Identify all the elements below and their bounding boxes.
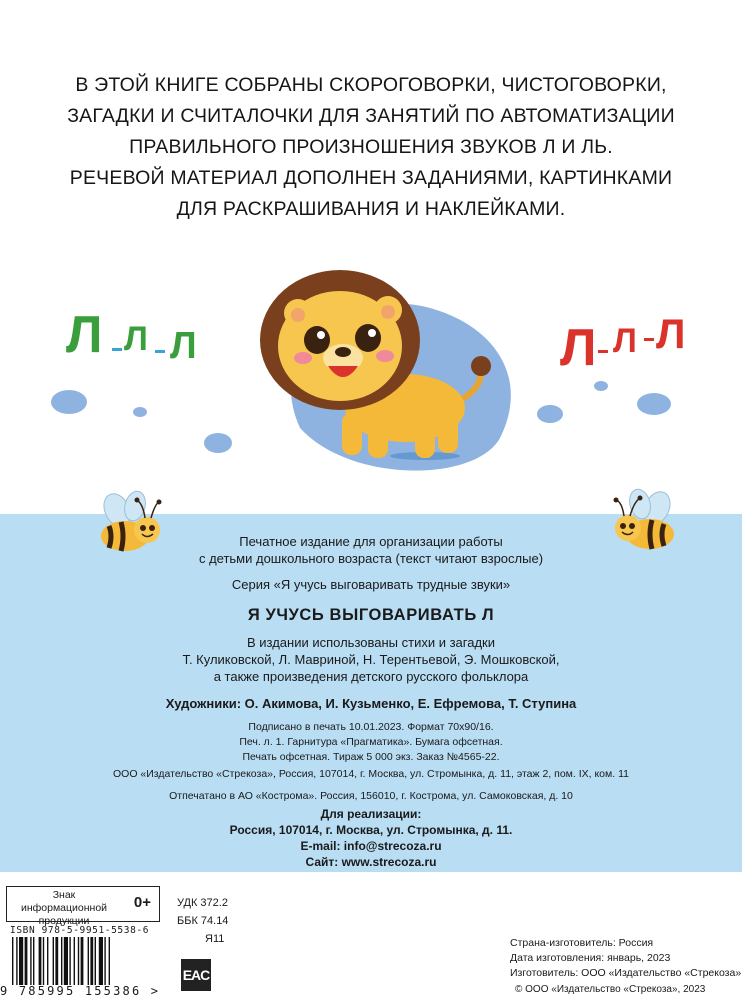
barcode-number: 9 785995 155386 > <box>0 984 161 998</box>
sales-line: E-mail: info@strecoza.ru <box>300 839 442 853</box>
artists-text: Художники: О. Акимова, И. Кузьменко, Е. Ефремова, Т. Ступина <box>165 696 577 711</box>
udk-codes <box>177 896 228 947</box>
eac-mark: EAC <box>181 959 211 991</box>
copyright: © ООО «Издательство «Стрекоза», 2023 <box>515 984 706 995</box>
barcode-bar <box>47 937 48 985</box>
udk-line: Я11 <box>205 933 225 945</box>
info-product-label: Знак информационной продукции <box>20 889 108 927</box>
sales-line: Россия, 107014, г. Москва, ул. Стромынка, д. 11. <box>229 823 513 837</box>
barcode-bar <box>53 937 54 985</box>
intro-line: РЕЧЕВОЙ МАТЕРИАЛ ДОПОЛНЕН ЗАДАНИЯМИ, КАРТИНКАМИ <box>69 167 673 189</box>
letter-l-mid: Л <box>124 320 148 358</box>
isbn: ISBN 978-5-9951-5538-6 <box>10 925 150 936</box>
letter-l-big: Л <box>66 306 103 364</box>
letter-l-mid: Л <box>613 322 637 360</box>
publisher-address: ООО «Издательство «Стрекоза», Россия, 107014, г. Москва, ул. Стромынка, д. 11, этаж 2, пом. IX, ком. 11 <box>113 768 629 780</box>
barcode-bar <box>78 937 79 985</box>
barcode-bar <box>95 937 96 985</box>
udk-line: ББК 74.14 <box>177 915 229 927</box>
barcode <box>8 937 158 985</box>
barcode-bar <box>69 937 70 985</box>
barcode-bar <box>99 937 103 985</box>
barcode-bar <box>61 937 62 985</box>
lion-illustration <box>240 268 540 498</box>
barcode-bar <box>104 937 105 985</box>
sales-line: Для реализации: <box>320 807 422 821</box>
intro-line: ЗАГАДКИ И СЧИТАЛОЧКИ ДЛЯ ЗАНЯТИЙ ПО АВТОМАТИЗАЦИИ <box>67 105 675 127</box>
print-line: Печать офсетная. Тираж 5 000 экз. Заказ №4565-22. <box>242 751 500 763</box>
barcode-bar <box>16 937 17 985</box>
barcode-bar <box>90 937 93 985</box>
maker-line: Дата изготовления: январь, 2023 <box>510 952 671 964</box>
intro-line: ДЛЯ РАСКРАШИВАНИЯ И НАКЛЕЙКАМИ. <box>176 198 566 220</box>
authors-line: а также произведения детского русского фольклора <box>213 669 529 684</box>
authors-line: В издании использованы стихи и загадки <box>247 635 495 650</box>
barcode-bar <box>74 937 75 985</box>
maker-line: Изготовитель: ООО «Издательство «Стрекоза» <box>510 967 742 979</box>
authors-text <box>0 634 742 685</box>
purpose-line: Печатное издание для организации работы <box>239 534 503 549</box>
barcode-bar <box>25 937 28 985</box>
maker-line: Страна-изготовитель: Россия <box>510 937 654 949</box>
barcode-bar <box>64 937 68 985</box>
purpose-text <box>0 533 742 567</box>
intro-line: В ЭТОЙ КНИГЕ СОБРАНЫ СКОРОГОВОРКИ, ЧИСТОГОВОРКИ, <box>75 74 667 96</box>
letter-l-end: Л <box>170 325 197 367</box>
barcode-bar <box>88 937 89 985</box>
letter-l-end: Л <box>656 310 686 357</box>
authors-line: Т. Куликовской, Л. Мавриной, Н. Терентьевой, Э. Мошковской, <box>182 652 560 667</box>
manufacturer-info <box>510 936 741 981</box>
print-info <box>0 720 742 765</box>
age-rating: 0+ <box>133 894 151 911</box>
printed-by: Отпечатано в АО «Кострома». Россия, 156010, г. Кострома, ул. Самоковская, д. 10 <box>169 790 573 802</box>
letter-l-big: Л <box>560 319 597 377</box>
barcode-bar <box>55 937 58 985</box>
book-title: Я УЧУСЬ ВЫГОВАРИВАТЬ Л <box>247 606 495 624</box>
barcode-bar <box>39 937 42 985</box>
purpose-line: с детьми дошкольного возраста (текст читают взрослые) <box>198 551 544 566</box>
print-line: Подписано в печать 10.01.2023. Формат 70х90/16. <box>248 721 494 733</box>
barcode-bar <box>81 937 84 985</box>
barcode-bar <box>19 937 23 985</box>
info-product-sign <box>6 886 160 927</box>
series-text: Серия «Я учусь выговаривать трудные звуки» <box>231 577 511 592</box>
udk-line: УДК 372.2 <box>177 897 228 909</box>
sales-info <box>0 806 742 870</box>
barcode-bar <box>43 937 44 985</box>
barcode-bar <box>109 937 110 985</box>
print-line: Печ. л. 1. Гарнитура «Прагматика». Бумага офсетная. <box>239 736 503 748</box>
sales-line: Сайт: www.strecoza.ru <box>305 855 437 869</box>
barcode-bar <box>30 937 31 985</box>
barcode-bar <box>33 937 34 985</box>
barcode-bar <box>12 937 13 985</box>
intro-line: ПРАВИЛЬНОГО ПРОИЗНОШЕНИЯ ЗВУКОВ Л И ЛЬ. <box>129 136 613 158</box>
